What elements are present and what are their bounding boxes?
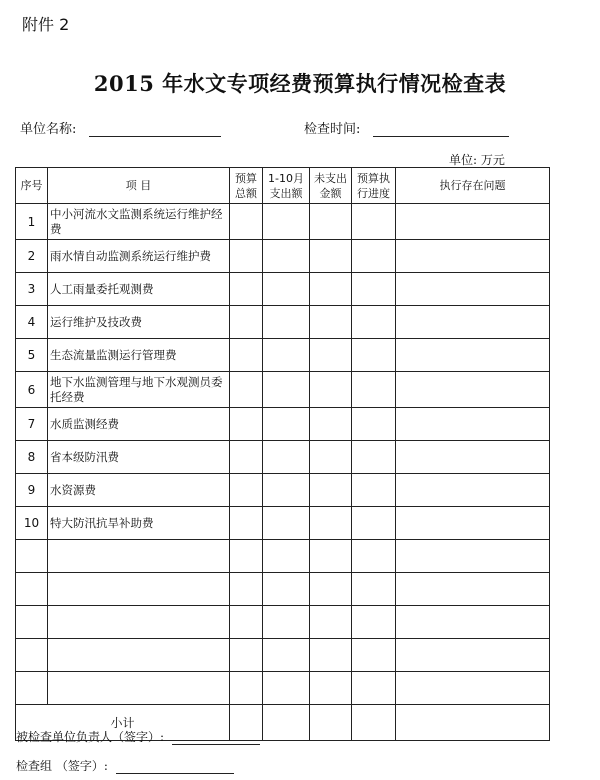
row-item: 省本级防汛费 xyxy=(48,441,230,474)
row-number: 6 xyxy=(16,372,48,408)
table-row-blank xyxy=(16,639,550,672)
cell-blank[interactable] xyxy=(16,573,48,606)
table-row xyxy=(16,507,550,540)
cell-blank[interactable] xyxy=(396,639,550,672)
table-row xyxy=(16,441,550,474)
table-row xyxy=(16,273,550,306)
cell-blank[interactable] xyxy=(352,606,396,639)
cell-issues[interactable] xyxy=(396,306,550,339)
subtotal-spent[interactable] xyxy=(263,705,310,741)
cell-progress[interactable] xyxy=(352,204,396,240)
cell-blank[interactable] xyxy=(310,606,352,639)
inspection-team-signature xyxy=(16,757,234,774)
cell-blank[interactable] xyxy=(263,639,310,672)
cell-progress[interactable] xyxy=(352,441,396,474)
cell-budget-total[interactable] xyxy=(230,507,263,540)
table-row xyxy=(16,408,550,441)
cell-blank[interactable] xyxy=(48,672,230,705)
cell-blank[interactable] xyxy=(396,672,550,705)
cell-progress[interactable] xyxy=(352,507,396,540)
check-date-blank[interactable] xyxy=(373,124,509,137)
cell-blank[interactable] xyxy=(48,639,230,672)
header-progress: 预算执行进度 xyxy=(352,168,396,204)
cell-spent[interactable] xyxy=(263,474,310,507)
cell-issues[interactable] xyxy=(396,240,550,273)
header-no: 序号 xyxy=(16,168,48,204)
subtotal-progress[interactable] xyxy=(352,705,396,741)
cell-blank[interactable] xyxy=(310,672,352,705)
cell-issues[interactable] xyxy=(396,339,550,372)
row-number: 1 xyxy=(16,204,48,240)
subtotal-issues[interactable] xyxy=(396,705,550,741)
row-item: 水质监测经费 xyxy=(48,408,230,441)
header-issues: 执行存在问题 xyxy=(396,168,550,204)
cell-issues[interactable] xyxy=(396,204,550,240)
check-date-field xyxy=(304,118,509,137)
cell-blank[interactable] xyxy=(263,672,310,705)
row-item: 人工雨量委托观测费 xyxy=(48,273,230,306)
table-row-blank xyxy=(16,672,550,705)
cell-progress[interactable] xyxy=(352,372,396,408)
cell-issues[interactable] xyxy=(396,273,550,306)
cell-blank[interactable] xyxy=(48,606,230,639)
unit-of-measure: 单位: 万元 xyxy=(449,153,505,167)
cell-blank[interactable] xyxy=(230,606,263,639)
table-header-row xyxy=(16,168,550,204)
cell-progress[interactable] xyxy=(352,474,396,507)
table-row xyxy=(16,372,550,408)
budget-check-table xyxy=(15,167,550,741)
cell-unspent[interactable] xyxy=(310,240,352,273)
check-date-label: 检查时间: xyxy=(304,122,361,137)
cell-unspent[interactable] xyxy=(310,204,352,240)
row-item: 生态流量监测运行管理费 xyxy=(48,339,230,372)
unit-name-field xyxy=(20,118,221,137)
cell-spent[interactable] xyxy=(263,306,310,339)
inspection-team-blank[interactable] xyxy=(116,761,234,774)
inspected-head-blank[interactable] xyxy=(172,732,260,745)
table-row-blank xyxy=(16,573,550,606)
cell-blank[interactable] xyxy=(16,540,48,573)
unit-name-blank[interactable] xyxy=(89,124,221,137)
table-row-blank xyxy=(16,606,550,639)
cell-unspent[interactable] xyxy=(310,507,352,540)
cell-spent[interactable] xyxy=(263,408,310,441)
cell-budget-total[interactable] xyxy=(230,474,263,507)
cell-blank[interactable] xyxy=(396,606,550,639)
table-row-blank xyxy=(16,540,550,573)
cell-blank[interactable] xyxy=(352,573,396,606)
page-title: 2015 年水文专项经费预算执行情况检查表 xyxy=(93,71,507,96)
cell-blank[interactable] xyxy=(352,639,396,672)
cell-unspent[interactable] xyxy=(310,273,352,306)
subtotal-unspent[interactable] xyxy=(310,705,352,741)
table-row xyxy=(16,474,550,507)
annex-label: 附件 2 xyxy=(22,15,70,34)
cell-budget-total[interactable] xyxy=(230,306,263,339)
unit-name-label: 单位名称: xyxy=(20,122,77,137)
cell-budget-total[interactable] xyxy=(230,372,263,408)
cell-budget-total[interactable] xyxy=(230,408,263,441)
row-item: 水资源费 xyxy=(48,474,230,507)
table-row xyxy=(16,240,550,273)
cell-issues[interactable] xyxy=(396,441,550,474)
cell-issues[interactable] xyxy=(396,474,550,507)
cell-progress[interactable] xyxy=(352,240,396,273)
cell-progress[interactable] xyxy=(352,339,396,372)
cell-unspent[interactable] xyxy=(310,441,352,474)
cell-budget-total[interactable] xyxy=(230,339,263,372)
cell-issues[interactable] xyxy=(396,507,550,540)
cell-blank[interactable] xyxy=(263,606,310,639)
cell-budget-total[interactable] xyxy=(230,441,263,474)
cell-spent[interactable] xyxy=(263,372,310,408)
row-number: 9 xyxy=(16,474,48,507)
cell-spent[interactable] xyxy=(263,507,310,540)
cell-budget-total[interactable] xyxy=(230,240,263,273)
cell-blank[interactable] xyxy=(310,540,352,573)
cell-blank[interactable] xyxy=(352,540,396,573)
row-item: 地下水监测管理与地下水观测员委托经费 xyxy=(48,372,230,408)
cell-spent[interactable] xyxy=(263,273,310,306)
inspection-team-label: 检查组 （签字）: xyxy=(16,759,108,773)
row-number: 7 xyxy=(16,408,48,441)
row-item: 雨水情自动监测系统运行维护费 xyxy=(48,240,230,273)
cell-blank[interactable] xyxy=(396,573,550,606)
cell-unspent[interactable] xyxy=(310,474,352,507)
cell-issues[interactable] xyxy=(396,408,550,441)
header-budget-total: 预算总额 xyxy=(230,168,263,204)
cell-unspent[interactable] xyxy=(310,372,352,408)
cell-blank[interactable] xyxy=(16,672,48,705)
cell-blank[interactable] xyxy=(396,540,550,573)
cell-blank[interactable] xyxy=(16,639,48,672)
cell-blank[interactable] xyxy=(352,672,396,705)
cell-spent[interactable] xyxy=(263,240,310,273)
cell-budget-total[interactable] xyxy=(230,273,263,306)
row-item: 中小河流水文监测系统运行维护经费 xyxy=(48,204,230,240)
cell-spent[interactable] xyxy=(263,441,310,474)
subtotal-label: 小计 xyxy=(16,705,230,741)
table-row xyxy=(16,306,550,339)
cell-unspent[interactable] xyxy=(310,408,352,441)
cell-blank[interactable] xyxy=(263,573,310,606)
cell-issues[interactable] xyxy=(396,372,550,408)
cell-blank[interactable] xyxy=(230,540,263,573)
cell-spent[interactable] xyxy=(263,339,310,372)
row-item: 运行维护及技改费 xyxy=(48,306,230,339)
cell-budget-total[interactable] xyxy=(230,204,263,240)
inspected-head-label: 被检查单位负责人（签字）: xyxy=(16,730,165,744)
row-number: 8 xyxy=(16,441,48,474)
cell-blank[interactable] xyxy=(230,672,263,705)
table-row xyxy=(16,339,550,372)
cell-blank[interactable] xyxy=(310,639,352,672)
cell-blank[interactable] xyxy=(48,573,230,606)
cell-progress[interactable] xyxy=(352,306,396,339)
row-item: 特大防汛抗旱补助费 xyxy=(48,507,230,540)
cell-unspent[interactable] xyxy=(310,339,352,372)
row-number: 3 xyxy=(16,273,48,306)
cell-blank[interactable] xyxy=(48,540,230,573)
cell-progress[interactable] xyxy=(352,273,396,306)
header-unspent: 未支出金额 xyxy=(310,168,352,204)
cell-blank[interactable] xyxy=(16,606,48,639)
header-spent-jan-oct: 1-10月支出额 xyxy=(263,168,310,204)
cell-blank[interactable] xyxy=(263,540,310,573)
cell-blank[interactable] xyxy=(230,639,263,672)
cell-progress[interactable] xyxy=(352,408,396,441)
header-item: 项 目 xyxy=(48,168,230,204)
row-number: 4 xyxy=(16,306,48,339)
table-row xyxy=(16,204,550,240)
cell-blank[interactable] xyxy=(310,573,352,606)
cell-spent[interactable] xyxy=(263,204,310,240)
cell-blank[interactable] xyxy=(230,573,263,606)
row-number: 2 xyxy=(16,240,48,273)
row-number: 5 xyxy=(16,339,48,372)
row-number: 10 xyxy=(16,507,48,540)
cell-unspent[interactable] xyxy=(310,306,352,339)
inspected-head-signature xyxy=(16,728,260,745)
